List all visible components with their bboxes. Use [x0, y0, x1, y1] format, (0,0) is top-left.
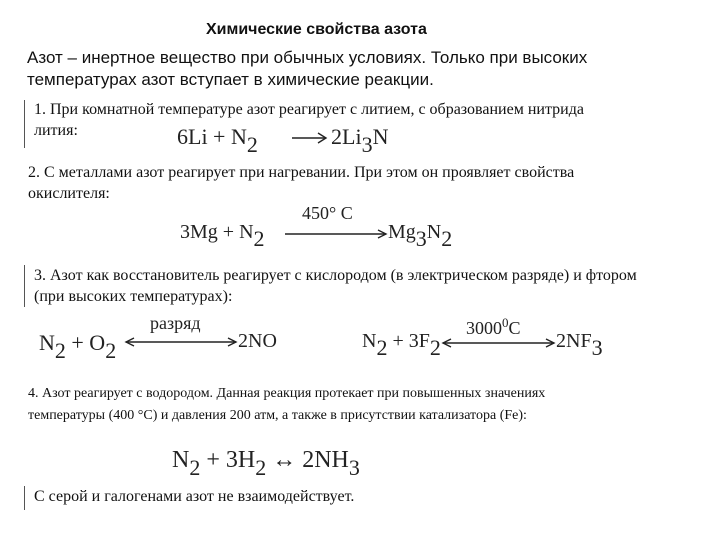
item-3-line-2: (при высоких температурах):	[34, 288, 233, 305]
item-1-line-1: 1. При комнатной температуре азот реагирует с литием, с образованием нитрида	[34, 101, 584, 118]
intro-line-1: Азот – инертное вещество при обычных условиях. Только при высоких	[27, 48, 588, 67]
equation-oxygen-product: 2NO	[238, 330, 277, 352]
arrow-magnesium	[285, 230, 386, 238]
equation-magnesium: $3Mg + N_2$	[180, 221, 265, 251]
item-4-line-1: 4. Азот реагирует с водородом. Данная реакция протекает при повышенных значениях	[28, 386, 546, 401]
equation-oxygen: $N_2 + O_2$	[39, 330, 117, 363]
condition-3000: 3000$^0$C	[466, 315, 521, 338]
equation-magnesium-product: $Mg_3N_2$	[388, 221, 453, 251]
equation-fluorine-product: $2NF_3$	[556, 330, 603, 360]
arrow-lithium	[292, 133, 326, 143]
equation-lithium: $6Li + N_2$	[177, 124, 258, 157]
item-3-line-1: 3. Азот как восстановитель реагирует с кислородом (в электрическом разряде) и фтором	[34, 267, 637, 284]
condition-discharge: разряд	[150, 313, 201, 333]
item-4-line-2: температуры (400 °С) и давления 200 атм, а также в присутствии катализатора (Fe):	[28, 408, 527, 423]
equation-lithium-product: $2Li_3N$	[331, 124, 389, 157]
item-2-line-1: 2. С металлами азот реагирует при нагревании. При этом он проявляет свойства	[28, 164, 575, 181]
equation-hydrogen: $N_2 + 3H_2$ ↔ $2NH_3$	[172, 447, 360, 480]
footer-text: С серой и галогенами азот не взаимодействует.	[34, 488, 355, 505]
equation-fluorine: $N_2 + 3F_2$	[362, 330, 441, 360]
page-title: Химические свойства азота	[206, 21, 427, 38]
arrow-oxygen	[126, 338, 236, 346]
item-1-line-2: лития:	[34, 122, 78, 139]
condition-450: 450° C	[302, 203, 353, 223]
intro-line-2: температурах азот вступает в химические реакции.	[27, 70, 434, 89]
item-2-line-2: окислителя:	[28, 185, 110, 202]
arrow-fluorine	[443, 339, 554, 347]
